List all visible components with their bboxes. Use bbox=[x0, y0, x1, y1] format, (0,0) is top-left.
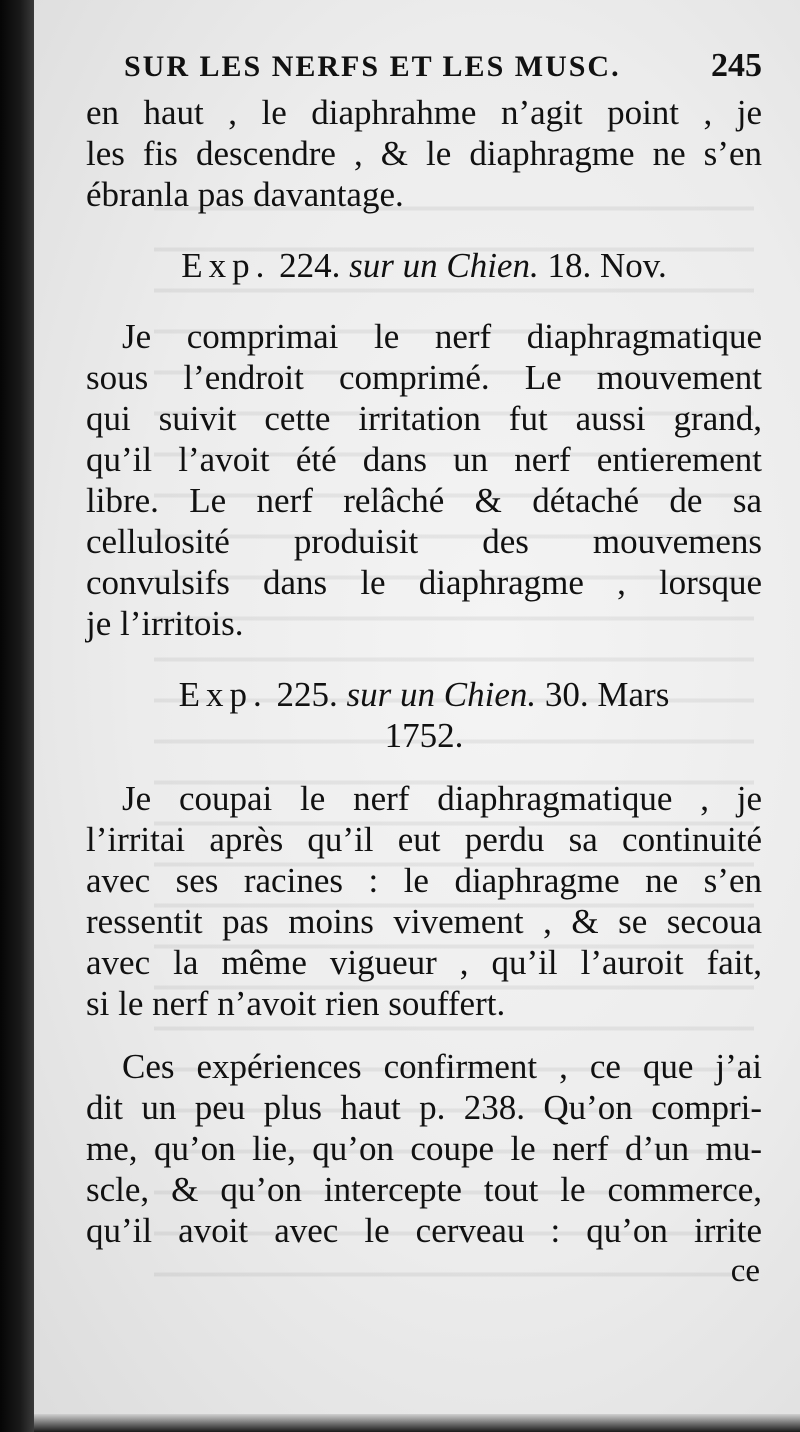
experiment-date: 18. Nov. bbox=[547, 246, 667, 285]
text-line: Je coupai le nerf diaphragmatique , je bbox=[122, 779, 762, 818]
book-page bbox=[34, 0, 800, 1432]
text-line: avec la même vigueur , qu’il l’auroit fait, bbox=[86, 943, 762, 982]
text-line: ébranla pas davantage. bbox=[86, 175, 404, 214]
text-line: convulsifs dans le diaphragme , lorsque bbox=[86, 563, 762, 602]
text-line: si le nerf n’avoit rien souffert. bbox=[86, 984, 506, 1023]
text-line: Ces expériences confirment , ce que j’ai bbox=[122, 1047, 762, 1086]
text-line: qu’il avoit avec le cerveau : qu’on irrite bbox=[86, 1211, 762, 1250]
experiment-heading-225 bbox=[86, 674, 762, 756]
experiment-subject: sur un Chien. bbox=[346, 675, 537, 714]
experiment-number: 225. bbox=[276, 675, 338, 714]
intro-paragraph bbox=[86, 92, 762, 215]
page-text bbox=[86, 40, 762, 1292]
experiment-225-paragraph bbox=[86, 778, 762, 1024]
running-title: SUR LES NERFS ET LES MUSC. bbox=[124, 50, 621, 83]
page-number: 245 bbox=[711, 47, 762, 84]
text-line: dit un peu plus haut p. 238. Qu’on compri- bbox=[86, 1088, 762, 1127]
experiment-label: Exp. bbox=[178, 675, 268, 714]
closing-paragraph bbox=[86, 1046, 762, 1251]
text-line: ressentit pas moins vivement , & se secoua bbox=[86, 902, 762, 941]
text-line: avec ses racines : le diaphragme ne s’en bbox=[86, 861, 762, 900]
text-line: sous l’endroit comprimé. Le mouvement bbox=[86, 358, 762, 397]
text-line: les fis descendre , & le diaphragme ne s’en bbox=[86, 134, 762, 173]
experiment-heading-224 bbox=[86, 245, 762, 286]
text-line: en haut , le diaphrahme n’agit point , je bbox=[86, 93, 762, 132]
experiment-date: 30. Mars bbox=[544, 675, 670, 714]
text-line: scle, & qu’on intercepte tout le commerce, bbox=[86, 1170, 762, 1209]
catchword: ce bbox=[730, 1253, 760, 1289]
text-line: libre. Le nerf relâché & détaché de sa bbox=[86, 481, 762, 520]
experiment-number: 224. bbox=[279, 246, 341, 285]
text-line: cellulosité produisit des mouvemens bbox=[86, 522, 762, 561]
page-bottom-edge bbox=[34, 1414, 800, 1432]
book-spine-shadow bbox=[0, 0, 34, 1432]
running-head bbox=[124, 40, 762, 92]
experiment-year: 1752. bbox=[384, 716, 464, 755]
text-line: je l’irritois. bbox=[86, 604, 244, 643]
text-line: qu’il l’avoit été dans un nerf entierement bbox=[86, 440, 762, 479]
text-line: Je comprimai le nerf diaphragmatique bbox=[122, 317, 762, 356]
experiment-224-paragraph bbox=[86, 316, 762, 644]
text-line: me, qu’on lie, qu’on coupe le nerf d’un mu- bbox=[86, 1129, 762, 1168]
text-line: qui suivit cette irritation fut aussi grand, bbox=[86, 399, 762, 438]
experiment-subject: sur un Chien. bbox=[349, 246, 539, 285]
text-line: l’irritai après qu’il eut perdu sa continuité bbox=[86, 820, 762, 859]
experiment-label: Exp. bbox=[181, 246, 271, 285]
